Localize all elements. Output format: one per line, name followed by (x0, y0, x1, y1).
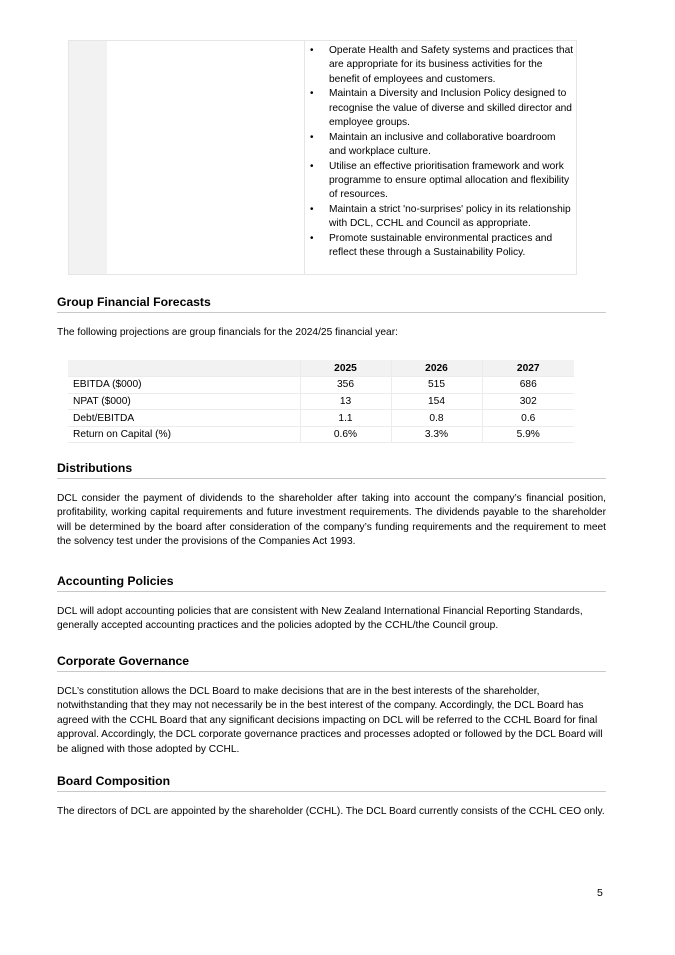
table-cell: 3.3% (391, 426, 482, 443)
row-label: Return on Capital (%) (68, 426, 300, 443)
row-label: EBITDA ($000) (68, 377, 300, 394)
table-cell: 13 (300, 393, 391, 410)
bullet-icon: • (310, 45, 314, 56)
list-item: • Operate Health and Safety systems and practices that are appropriate for its business activities for the benefit of employees and customers. (310, 45, 574, 85)
list-item: • Maintain a strict 'no-surprises' policy in its relationship with DCL, CCHL and Council as appropriate. (310, 203, 571, 230)
table-cell: 154 (391, 393, 482, 410)
accounting-body: DCL will adopt accounting policies that are consistent with New Zealand International Financial Reporting Standards, generally accepted accounting practices and the policies adopted by the CCHL/the Council group. (57, 606, 583, 632)
bullet-icon: • (310, 88, 314, 100)
objectives-list (310, 44, 575, 261)
table-cell: 302 (482, 393, 574, 410)
governance-body: DCL’s constitution allows the DCL Board to make decisions that are in the best interests of the shareholder, notwithstanding that they may not necessarily be in the best interest of the company. Accordingly, the DCL Board has agreed with the CCHL Board that any significant decisions impacting on DCL will be referred to the CCHL Board for final approval. Accordingly, the DCL corporate governance practices and processes adopted or followed by the DCL Board will be aligned with those adopted by CCHL. (57, 686, 603, 755)
table-cell: 1.1 (300, 410, 391, 427)
table-row (68, 426, 574, 443)
row-label: NPAT ($000) (68, 393, 300, 410)
table-row (68, 393, 574, 410)
table-row (68, 410, 574, 427)
column-header: 2027 (482, 360, 574, 377)
bullet-icon: • (310, 203, 314, 215)
table-header-row (68, 360, 574, 377)
table-row (68, 377, 574, 394)
list-item: • Promote sustainable environmental practices and reflect these through a Sustainability Policy. (310, 232, 553, 259)
distributions-body: DCL consider the payment of dividends to the shareholder after taking into account the company’s financial position, profitability, working capital requirements and future investment requirements. The dividends payable to the shareholder will be determined by the board after consideration of the company’s funding requirements and the requirement to meet the solvency test under the provisions of the Companies Act 1993. (57, 493, 606, 548)
governance-heading: Corporate Governance (57, 654, 606, 672)
forecasts-heading: Group Financial Forecasts (57, 295, 606, 313)
objectives-table-divider (304, 41, 305, 274)
accounting-heading: Accounting Policies (57, 574, 606, 592)
table-cell: 0.6% (300, 426, 391, 443)
objectives-table (68, 40, 577, 275)
financial-forecast-table (68, 360, 574, 443)
board-heading: Board Composition (57, 774, 606, 792)
column-header: 2025 (300, 360, 391, 377)
list-item: • Utilise an effective prioritisation framework and work programme to ensure optimal allocation and flexibility of resources. (310, 160, 570, 201)
table-cell: 0.8 (391, 410, 482, 427)
objectives-table-label-cell (69, 41, 107, 274)
board-body: The directors of DCL are appointed by the shareholder (CCHL). The DCL Board currently consists of the CCHL CEO only. (57, 806, 605, 817)
table-cell: 686 (482, 377, 574, 394)
list-item: • Maintain a Diversity and Inclusion Policy designed to recognise the value of diverse and skilled director and employee groups. (310, 88, 572, 128)
table-cell: 0.6 (482, 410, 574, 427)
distributions-heading: Distributions (57, 461, 606, 479)
list-item: • Maintain an inclusive and collaborative boardroom and workplace culture. (310, 131, 556, 157)
page-number: 5 (597, 887, 603, 899)
table-cell: 356 (300, 377, 391, 394)
table-cell: 5.9% (482, 426, 574, 443)
bullet-icon: • (310, 232, 314, 244)
table-cell: 515 (391, 377, 482, 394)
bullet-icon: • (310, 160, 314, 172)
forecasts-intro: The following projections are group financials for the 2024/25 financial year: (57, 327, 398, 338)
column-header (68, 360, 300, 377)
row-label: Debt/EBITDA (68, 410, 300, 427)
column-header: 2026 (391, 360, 482, 377)
bullet-icon: • (310, 131, 314, 143)
